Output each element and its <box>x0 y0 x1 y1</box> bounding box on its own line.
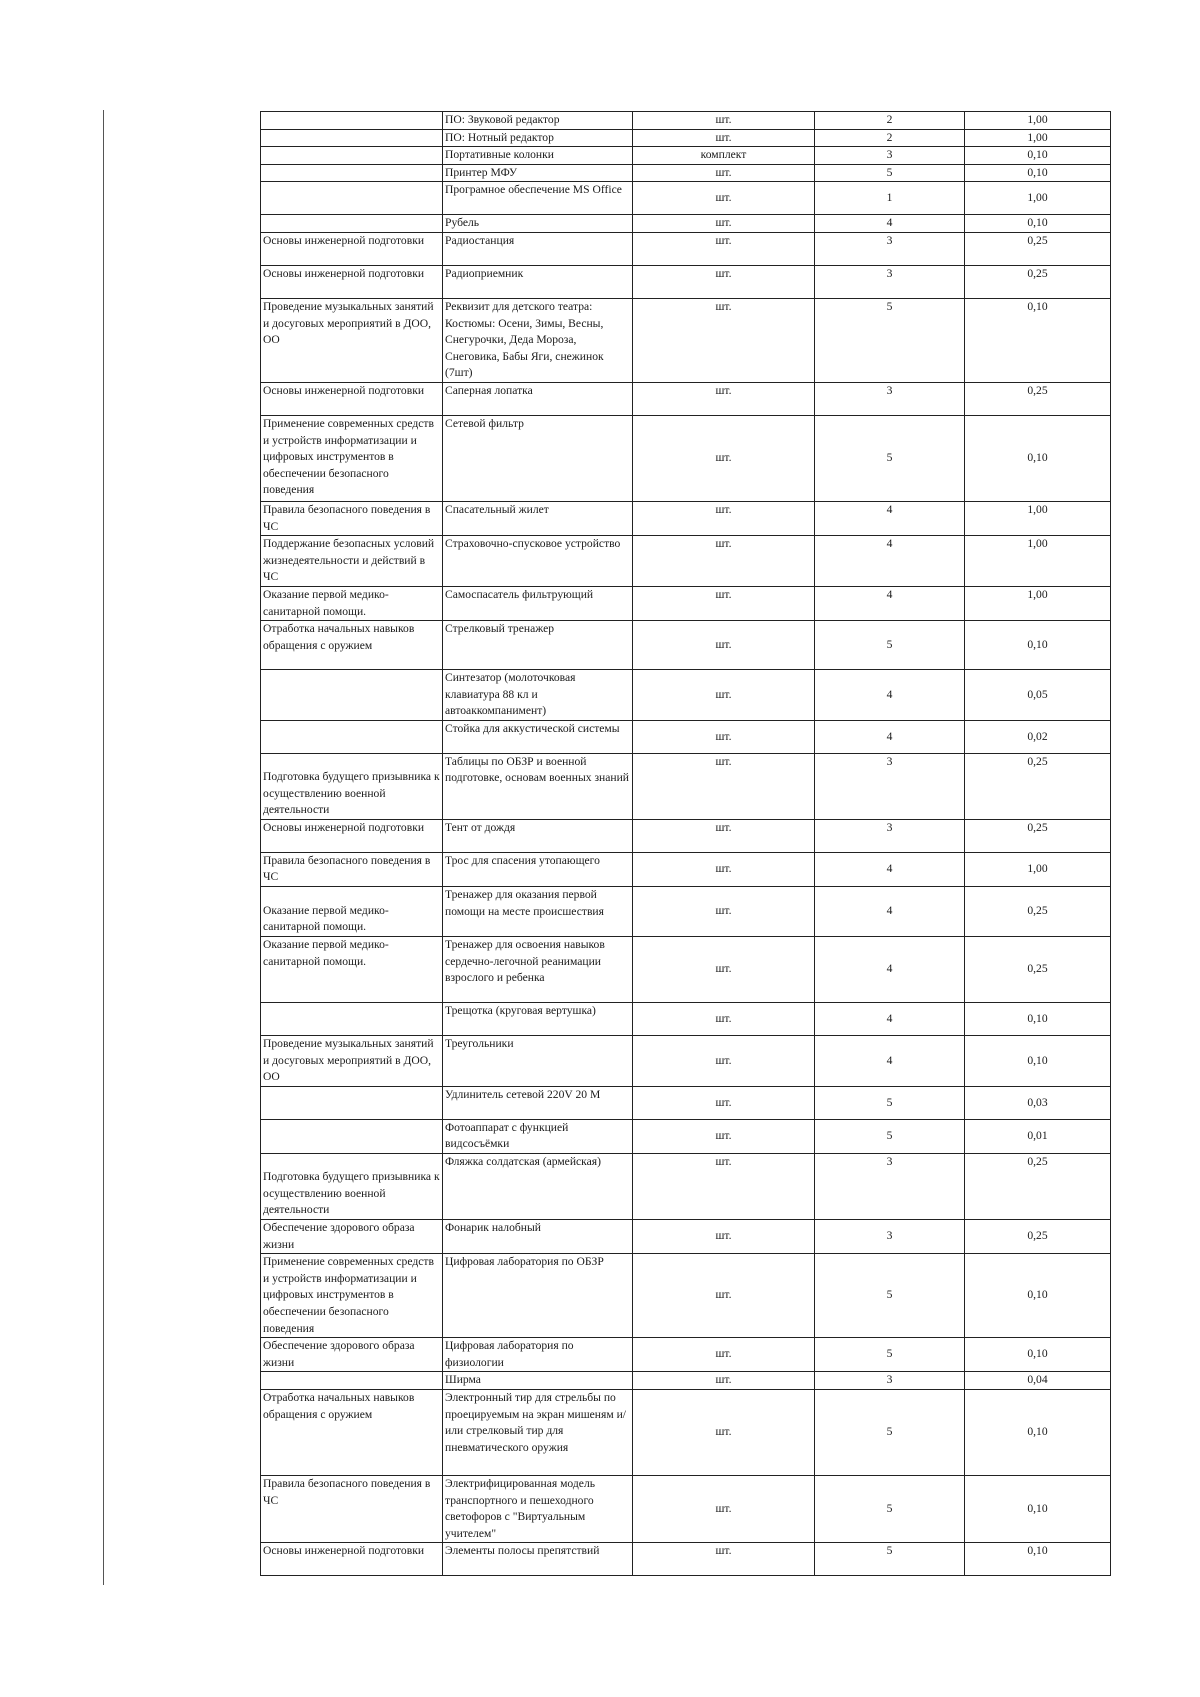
item-name-cell: Таблицы по ОБЗР и военной подготовке, основам военных знаний <box>443 753 633 819</box>
quantity-cell: 5 <box>815 298 965 382</box>
table-row <box>261 129 1111 147</box>
unit-cell: шт. <box>633 621 815 670</box>
coefficient-cell: 1,00 <box>965 852 1111 886</box>
quantity-cell: 3 <box>815 1220 965 1254</box>
quantity-cell: 3 <box>815 265 965 298</box>
coefficient-cell: 0,25 <box>965 1154 1111 1220</box>
item-name-cell: Реквизит для детского театра: Костюмы: Осени, Зимы, Весны, Снегурочки, Деда Мороза, Снеговика, Бабы Яги, снежинок (7шт) <box>443 298 633 382</box>
quantity-cell: 3 <box>815 1372 965 1390</box>
quantity-cell: 2 <box>815 112 965 130</box>
table-row <box>261 215 1111 233</box>
item-name-cell: Страховочно-спусковое устройство <box>443 536 633 587</box>
table-row <box>261 147 1111 165</box>
section-cell <box>261 1086 443 1119</box>
section-cell <box>261 1372 443 1390</box>
table-row <box>261 182 1111 215</box>
page-margin-rule <box>103 110 104 1585</box>
coefficient-cell: 0,25 <box>965 1220 1111 1254</box>
quantity-cell: 4 <box>815 215 965 233</box>
unit-cell: шт. <box>633 1220 815 1254</box>
unit-cell: шт. <box>633 182 815 215</box>
quantity-cell: 5 <box>815 1086 965 1119</box>
coefficient-cell: 0,01 <box>965 1119 1111 1153</box>
section-cell: Оказание первой медико-санитарной помощи. <box>261 887 443 937</box>
coefficient-cell: 0,25 <box>965 232 1111 265</box>
unit-cell: шт. <box>633 265 815 298</box>
item-name-cell: ПО: Звуковой редактор <box>443 112 633 130</box>
coefficient-cell: 0,04 <box>965 1372 1111 1390</box>
item-name-cell: Радиоприемник <box>443 265 633 298</box>
section-cell: Основы инженерной подготовки <box>261 819 443 852</box>
table-row <box>261 586 1111 620</box>
unit-cell: шт. <box>633 1036 815 1087</box>
section-cell: Проведение музыкальных занятий и досуговых мероприятий в ДОО, ОО <box>261 298 443 382</box>
item-name-cell: Трещотка (круговая вертушка) <box>443 1003 633 1036</box>
item-name-cell: Принтер МФУ <box>443 164 633 182</box>
quantity-cell: 3 <box>815 753 965 819</box>
table-row <box>261 887 1111 937</box>
table-row <box>261 265 1111 298</box>
unit-cell: шт. <box>633 720 815 753</box>
table-row <box>261 1119 1111 1153</box>
table-row <box>261 1003 1111 1036</box>
table-row <box>261 1543 1111 1576</box>
unit-cell: шт. <box>633 382 815 415</box>
equipment-table <box>260 111 1111 1576</box>
unit-cell: шт. <box>633 1543 815 1576</box>
quantity-cell: 4 <box>815 1003 965 1036</box>
item-name-cell: Цифровая лаборатория по ОБЗР <box>443 1254 633 1338</box>
quantity-cell: 4 <box>815 536 965 587</box>
coefficient-cell: 1,00 <box>965 536 1111 587</box>
coefficient-cell: 0,10 <box>965 164 1111 182</box>
section-cell: Проведение музыкальных занятий и досуговых мероприятий в ДОО, ОО <box>261 1036 443 1087</box>
unit-cell: шт. <box>633 1119 815 1153</box>
unit-cell: шт. <box>633 1254 815 1338</box>
quantity-cell: 4 <box>815 887 965 937</box>
quantity-cell: 3 <box>815 1154 965 1220</box>
unit-cell: шт. <box>633 852 815 886</box>
coefficient-cell: 0,10 <box>965 1254 1111 1338</box>
unit-cell: шт. <box>633 586 815 620</box>
unit-cell: шт. <box>633 670 815 721</box>
item-name-cell: Трос для спасения утопающего <box>443 852 633 886</box>
unit-cell: шт. <box>633 215 815 233</box>
quantity-cell: 5 <box>815 1254 965 1338</box>
item-name-cell: ПО: Нотный редактор <box>443 129 633 147</box>
item-name-cell: Радиостанция <box>443 232 633 265</box>
item-name-cell: Удлинитель сетевой 220V 20 М <box>443 1086 633 1119</box>
section-cell <box>261 1003 443 1036</box>
coefficient-cell: 0,10 <box>965 298 1111 382</box>
table-row <box>261 1154 1111 1220</box>
quantity-cell: 5 <box>815 1389 965 1475</box>
equipment-table-body <box>261 112 1111 1576</box>
item-name-cell: Самоспасатель фильтрующий <box>443 586 633 620</box>
unit-cell: шт. <box>633 1389 815 1475</box>
table-row <box>261 1036 1111 1087</box>
quantity-cell: 4 <box>815 586 965 620</box>
unit-cell: комплект <box>633 147 815 165</box>
table-row <box>261 501 1111 535</box>
unit-cell: шт. <box>633 819 815 852</box>
section-cell: Поддержание безопасных условий жизнедеятельности и действий в ЧС <box>261 536 443 587</box>
section-cell: Правила безопасного поведения в ЧС <box>261 501 443 535</box>
table-row <box>261 621 1111 670</box>
unit-cell: шт. <box>633 1372 815 1390</box>
table-row <box>261 852 1111 886</box>
item-name-cell: Элементы полосы препятствий <box>443 1543 633 1576</box>
section-cell: Применение современных средств и устройств информатизации и цифровых инструментов в обеспечении безопасного поведения <box>261 415 443 501</box>
section-cell: Правила безопасного поведения в ЧС <box>261 852 443 886</box>
table-row <box>261 1338 1111 1372</box>
coefficient-cell: 0,02 <box>965 720 1111 753</box>
coefficient-cell: 0,10 <box>965 1338 1111 1372</box>
section-cell: Основы инженерной подготовки <box>261 232 443 265</box>
unit-cell: шт. <box>633 937 815 1003</box>
item-name-cell: Ширма <box>443 1372 633 1390</box>
table-row <box>261 1389 1111 1475</box>
section-cell: Обеспечение здорового образа жизни <box>261 1220 443 1254</box>
table-row <box>261 670 1111 721</box>
quantity-cell: 3 <box>815 819 965 852</box>
item-name-cell: Фонарик налобный <box>443 1220 633 1254</box>
quantity-cell: 4 <box>815 670 965 721</box>
coefficient-cell: 0,10 <box>965 1036 1111 1087</box>
section-cell <box>261 147 443 165</box>
quantity-cell: 4 <box>815 937 965 1003</box>
quantity-cell: 3 <box>815 382 965 415</box>
coefficient-cell: 0,25 <box>965 887 1111 937</box>
coefficient-cell: 1,00 <box>965 129 1111 147</box>
section-cell: Применение современных средств и устройств информатизации и цифровых инструментов в обеспечении безопасного поведения <box>261 1254 443 1338</box>
item-name-cell: Саперная лопатка <box>443 382 633 415</box>
quantity-cell: 4 <box>815 720 965 753</box>
table-row <box>261 536 1111 587</box>
unit-cell: шт. <box>633 536 815 587</box>
section-cell <box>261 1119 443 1153</box>
quantity-cell: 3 <box>815 147 965 165</box>
coefficient-cell: 0,25 <box>965 382 1111 415</box>
section-cell: Основы инженерной подготовки <box>261 265 443 298</box>
item-name-cell: Сетевой фильтр <box>443 415 633 501</box>
table-row <box>261 415 1111 501</box>
table-row <box>261 164 1111 182</box>
section-cell: Подготовка будущего призывника к осуществлению военной деятельности <box>261 1154 443 1220</box>
quantity-cell: 5 <box>815 164 965 182</box>
unit-cell: шт. <box>633 298 815 382</box>
coefficient-cell: 0,10 <box>965 1389 1111 1475</box>
table-row <box>261 1254 1111 1338</box>
unit-cell: шт. <box>633 415 815 501</box>
section-cell <box>261 112 443 130</box>
coefficient-cell: 0,25 <box>965 753 1111 819</box>
item-name-cell: Тент от дождя <box>443 819 633 852</box>
quantity-cell: 2 <box>815 129 965 147</box>
section-cell: Основы инженерной подготовки <box>261 1543 443 1576</box>
coefficient-cell: 0,10 <box>965 1543 1111 1576</box>
table-row <box>261 112 1111 130</box>
coefficient-cell: 0,10 <box>965 621 1111 670</box>
section-cell: Оказание первой медико-санитарной помощи. <box>261 586 443 620</box>
coefficient-cell: 0,10 <box>965 1003 1111 1036</box>
coefficient-cell: 1,00 <box>965 586 1111 620</box>
table-row <box>261 232 1111 265</box>
item-name-cell: Электрифицированная модель транспортного и пешеходного светофоров с "Виртуальным учителем" <box>443 1475 633 1542</box>
table-row <box>261 298 1111 382</box>
section-cell: Отработка начальных навыков обращения с оружием <box>261 1389 443 1475</box>
unit-cell: шт. <box>633 1338 815 1372</box>
quantity-cell: 4 <box>815 852 965 886</box>
section-cell: Отработка начальных навыков обращения с оружием <box>261 621 443 670</box>
unit-cell: шт. <box>633 232 815 265</box>
item-name-cell: Спасательный жилет <box>443 501 633 535</box>
item-name-cell: Фляжка солдатская (армейская) <box>443 1154 633 1220</box>
item-name-cell: Цифровая лаборатория по физиологии <box>443 1338 633 1372</box>
unit-cell: шт. <box>633 753 815 819</box>
item-name-cell: Тренажер для оказания первой помощи на месте происшествия <box>443 887 633 937</box>
coefficient-cell: 0,10 <box>965 415 1111 501</box>
table-row <box>261 819 1111 852</box>
item-name-cell: Тренажер для освоения навыков сердечно-легочной реанимации взрослого и ребенка <box>443 937 633 1003</box>
table-row <box>261 382 1111 415</box>
quantity-cell: 5 <box>815 621 965 670</box>
table-row <box>261 720 1111 753</box>
item-name-cell: Синтезатор (молоточковая клавиатура 88 кл и автоаккомпанимент) <box>443 670 633 721</box>
unit-cell: шт. <box>633 129 815 147</box>
quantity-cell: 4 <box>815 501 965 535</box>
quantity-cell: 5 <box>815 1475 965 1542</box>
quantity-cell: 5 <box>815 1119 965 1153</box>
section-cell: Основы инженерной подготовки <box>261 382 443 415</box>
item-name-cell: Портативные колонки <box>443 147 633 165</box>
coefficient-cell: 0,25 <box>965 265 1111 298</box>
section-cell: Подготовка будущего призывника к осуществлению военной деятельности <box>261 753 443 819</box>
section-cell: Обеспечение здорового образа жизни <box>261 1338 443 1372</box>
item-name-cell: Треугольники <box>443 1036 633 1087</box>
coefficient-cell: 0,25 <box>965 937 1111 1003</box>
quantity-cell: 5 <box>815 1543 965 1576</box>
table-row <box>261 1220 1111 1254</box>
item-name-cell: Стойка для аккустической системы <box>443 720 633 753</box>
unit-cell: шт. <box>633 501 815 535</box>
unit-cell: шт. <box>633 1154 815 1220</box>
quantity-cell: 3 <box>815 232 965 265</box>
coefficient-cell: 0,03 <box>965 1086 1111 1119</box>
section-cell: Правила безопасного поведения в ЧС <box>261 1475 443 1542</box>
section-cell <box>261 129 443 147</box>
coefficient-cell: 0,05 <box>965 670 1111 721</box>
coefficient-cell: 0,10 <box>965 1475 1111 1542</box>
unit-cell: шт. <box>633 1086 815 1119</box>
unit-cell: шт. <box>633 164 815 182</box>
quantity-cell: 5 <box>815 1338 965 1372</box>
section-cell <box>261 670 443 721</box>
section-cell <box>261 720 443 753</box>
quantity-cell: 4 <box>815 1036 965 1087</box>
coefficient-cell: 0,10 <box>965 215 1111 233</box>
item-name-cell: Фотоаппарат с функцией видсосъёмки <box>443 1119 633 1153</box>
table-row <box>261 937 1111 1003</box>
coefficient-cell: 1,00 <box>965 182 1111 215</box>
unit-cell: шт. <box>633 112 815 130</box>
table-row <box>261 1086 1111 1119</box>
quantity-cell: 5 <box>815 415 965 501</box>
section-cell <box>261 182 443 215</box>
item-name-cell: Стрелковый тренажер <box>443 621 633 670</box>
section-cell <box>261 164 443 182</box>
table-row <box>261 753 1111 819</box>
item-name-cell: Электронный тир для стрельбы по проецируемым на экран мишеням и/или стрелковый тир для пневматического оружия <box>443 1389 633 1475</box>
coefficient-cell: 0,25 <box>965 819 1111 852</box>
coefficient-cell: 1,00 <box>965 501 1111 535</box>
table-row <box>261 1372 1111 1390</box>
coefficient-cell: 1,00 <box>965 112 1111 130</box>
quantity-cell: 1 <box>815 182 965 215</box>
table-row <box>261 1475 1111 1542</box>
item-name-cell: Програмное обеспечение MS Office <box>443 182 633 215</box>
unit-cell: шт. <box>633 887 815 937</box>
section-cell <box>261 215 443 233</box>
unit-cell: шт. <box>633 1475 815 1542</box>
coefficient-cell: 0,10 <box>965 147 1111 165</box>
unit-cell: шт. <box>633 1003 815 1036</box>
item-name-cell: Рубель <box>443 215 633 233</box>
section-cell: Оказание первой медико-санитарной помощи. <box>261 937 443 1003</box>
